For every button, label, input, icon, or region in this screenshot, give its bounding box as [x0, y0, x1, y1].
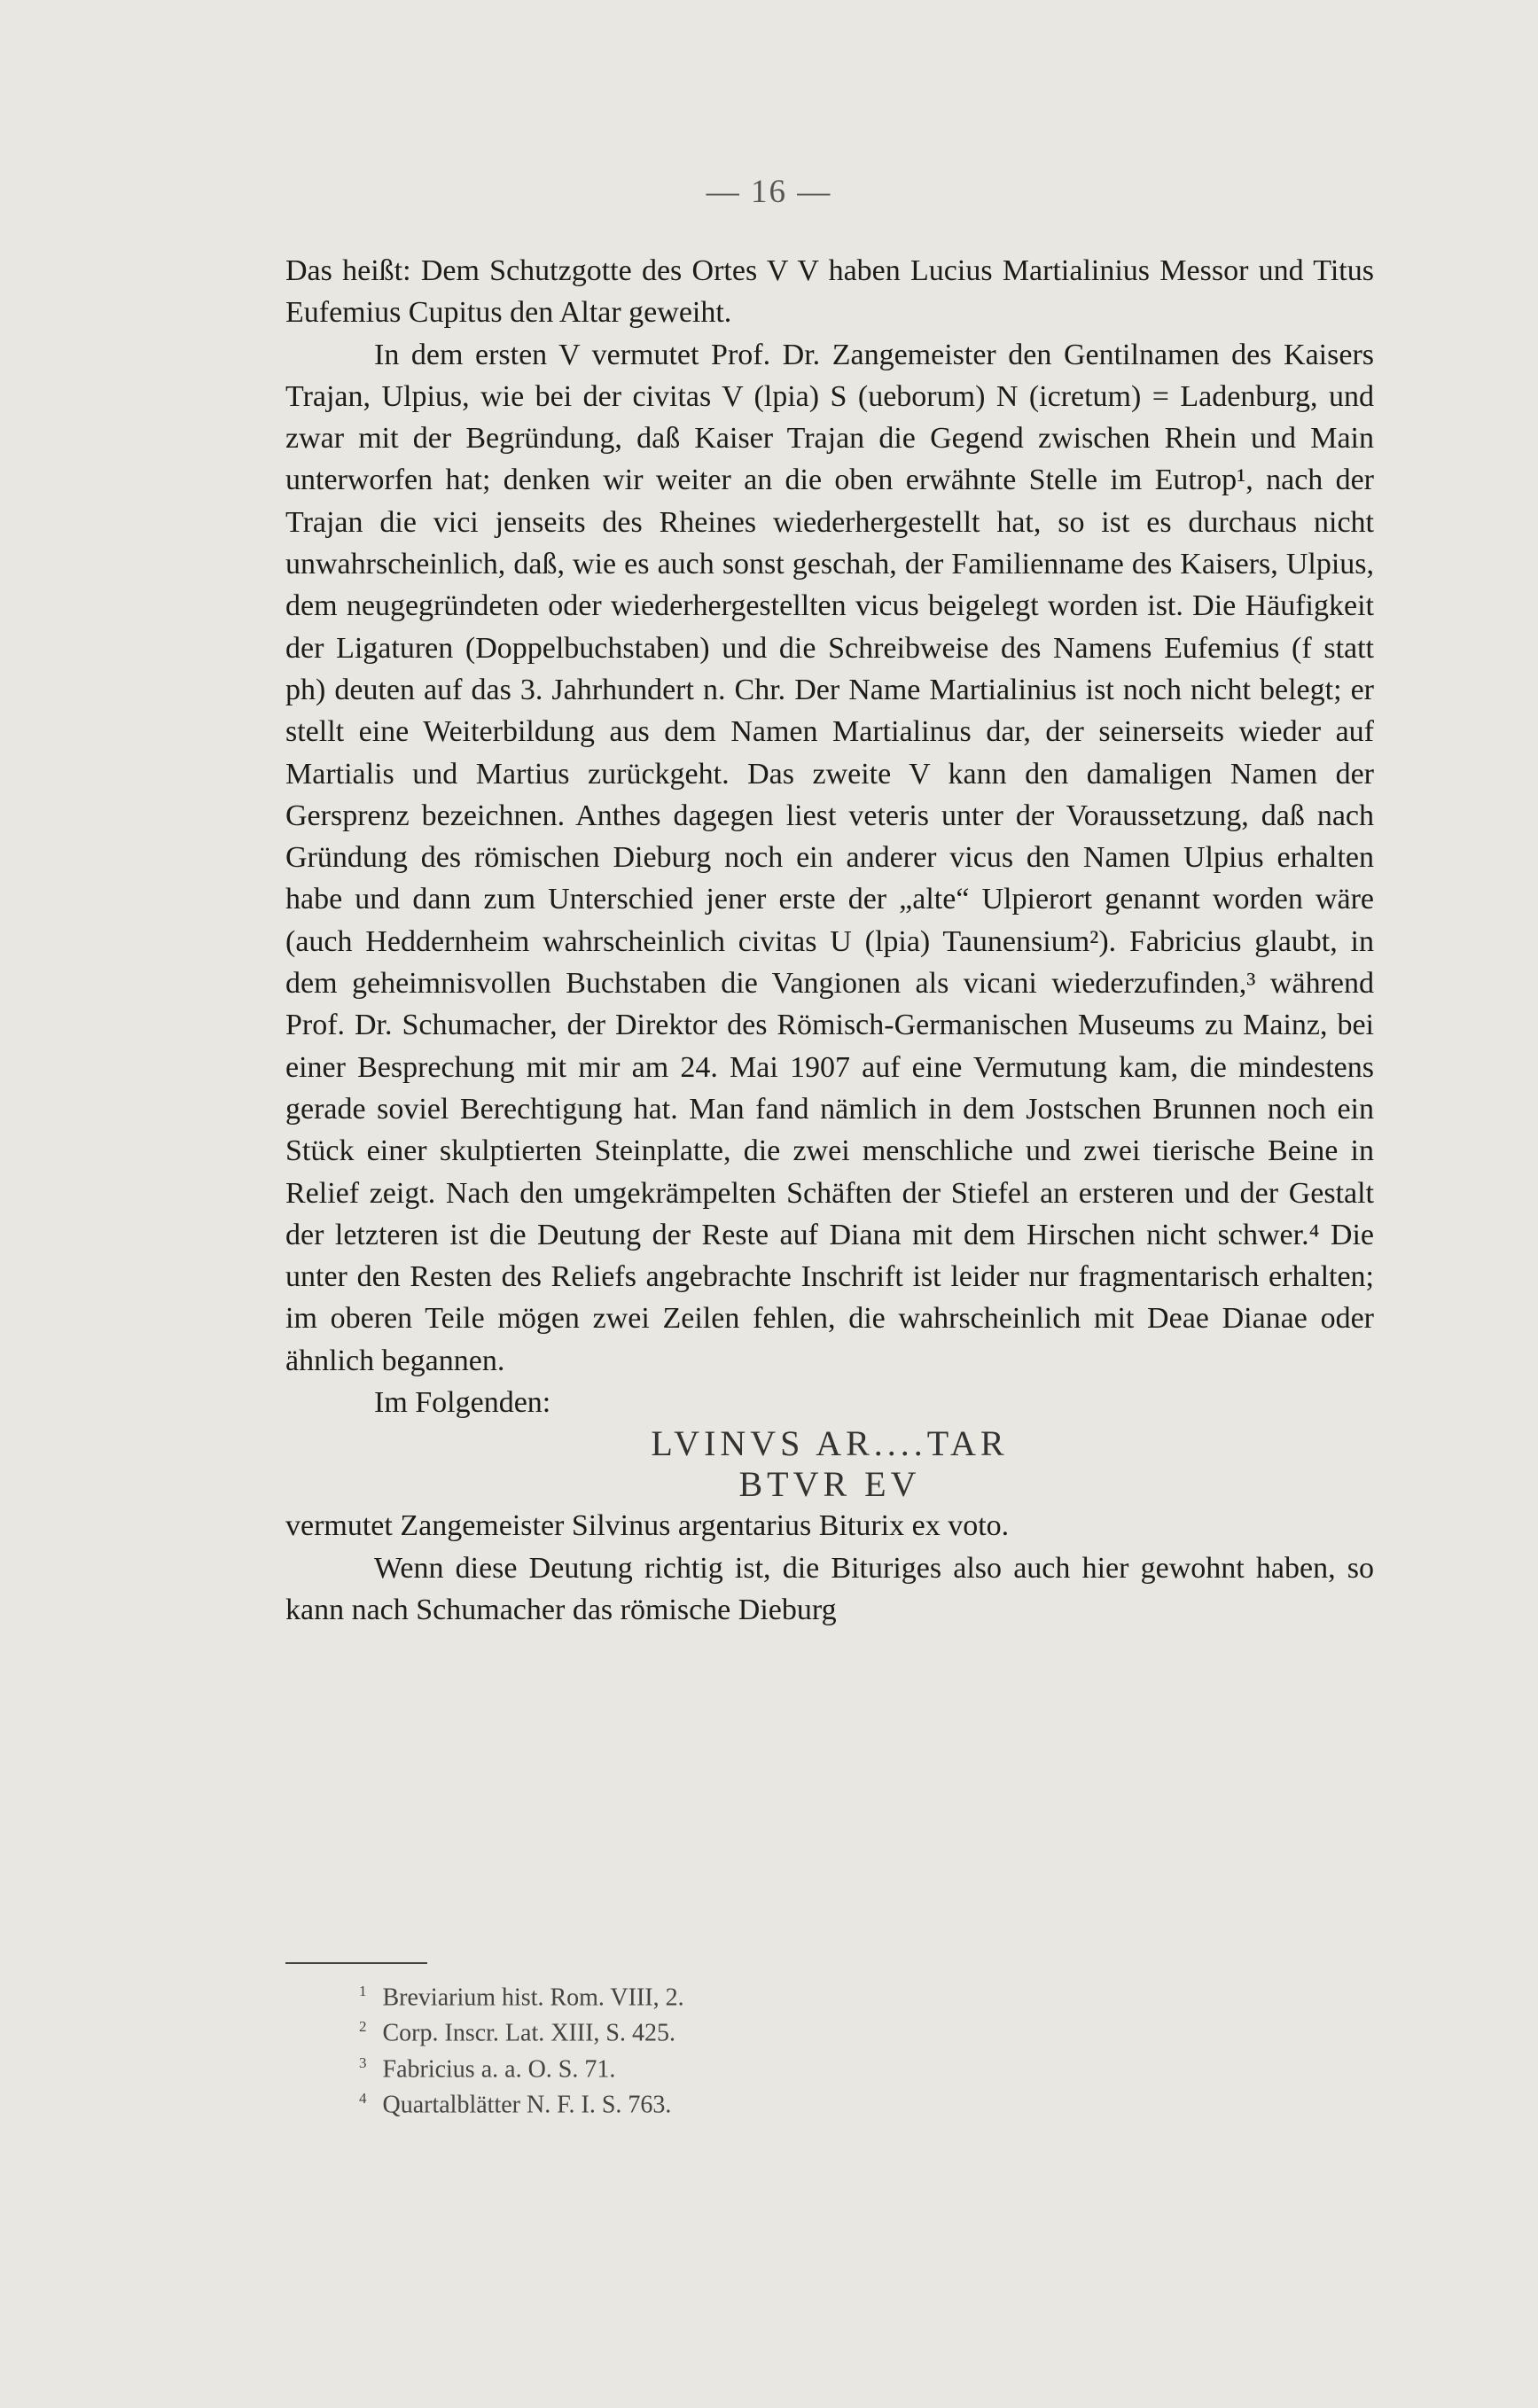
- footnote-text: Fabricius a. a. O. S. 71.: [382, 2054, 616, 2083]
- footnote-text: Quartalblätter N. F. I. S. 763.: [382, 2091, 672, 2119]
- footnote-mark: 2: [359, 2018, 367, 2036]
- inscription-line-2: BTVR EV: [738, 1464, 921, 1505]
- footnote: [359, 2084, 980, 2119]
- paragraph: Im Folgenden:: [374, 1386, 551, 1420]
- footnote-mark: 3: [359, 2053, 367, 2071]
- paragraph: Das heißt: Dem Schutzgotte des Ortes V V haben Lucius Martialinius Messor und Titus Eufemius Cupitus den Altar geweiht.: [285, 254, 1374, 330]
- page-number: — 16 —: [706, 174, 832, 210]
- footnote-mark: 4: [359, 2089, 367, 2107]
- footnote-mark: 1: [359, 1983, 367, 1999]
- main-text: [285, 250, 1374, 1631]
- paragraph: In dem ersten V vermutet Prof. Dr. Zangemeister den Gentilnamen des Kaisers Trajan, Ulpius, wie bei der civitas V (lpia) S (ueborum) N (icretum) = Ladenburg, und zwar mit der Begründung, daß Kaiser Trajan die Gegend zwischen Rhein und Main unterworfen hat; denken wir weiter an die oben erwähnte Stelle im Eutrop¹, nach der Trajan die vici jenseits des Rheines wiederhergestellt hat, so ist es durchaus nicht unwahrscheinlich, daß, wie es auch sonst geschah, der Familienname des Kaisers, Ulpius, dem neugegründeten oder wiederhergestellten vicus beigelegt worden ist. Die Häufigkeit der Ligaturen (Doppelbuchstaben) und die Schreibweise des Namens Eufemius (f statt ph) deuten auf das 3. Jahrhundert n. Chr. Der Name Martialinius ist noch nicht belegt; er stellt eine Weiterbildung aus dem Namen Martialinus dar, der seinerseits wieder auf Martialis und Martius zurückgeht. Das zweite V kann den damaligen Namen der Gersprenz bezeichnen. Anthes dagegen liest veteris unter der Voraussetzung, daß nach Gründung des römischen Dieburg noch ein anderer vicus den Namen Ulpius erhalten habe und dann zum Unterschied jener erste der „alte“ Ulpierort genannt worden wäre (auch Heddernheim wahrscheinlich civitas U (lpia) Taunensium²). Fabricius glaubt, in dem geheimnisvollen Buchstaben die Vangionen als vicani wiederzufinden,³ während Prof. Dr. Schumacher, der Direktor des Römisch-Germanischen Museums zu Mainz, bei einer Besprechung mit mir am 24. Mai 1907 auf eine Vermutung kam, die mindestens gerade soviel Berechtigung hat. Man fand nämlich in dem Jostschen Brunnen noch ein Stück einer skulptierten Steinplatte, die zwei menschliche und zwei tierische Beine in Relief zeigt. Nach den umgekrämpelten Schäften der Stiefel an ersteren und der Gestalt der letzteren ist die Deutung der Reste auf Diana mit dem Hirschen nicht schwer.⁴ Die unter den Resten des Reliefs angebrachte Inschrift ist leider nur fragmentarisch erhalten; im oberen Teile mögen zwei Zeilen fehlen, die wahrscheinlich mit Deae Dianae oder ähnlich begannen.: [285, 338, 1374, 1377]
- inscription-line-1: LVINVS AR....TAR: [651, 1423, 1009, 1464]
- footnote-text: Corp. Inscr. Lat. XIII, S. 425.: [382, 2019, 676, 2047]
- footnote-text: Breviarium hist. Rom. VIII, 2.: [382, 1983, 684, 2012]
- footnotes: [359, 1976, 980, 2119]
- footnote: [359, 1976, 980, 2012]
- footnote: [359, 2012, 980, 2047]
- footnote-divider: [285, 1962, 427, 1964]
- paragraph: vermutet Zangemeister Silvinus argentarius Biturix ex voto.: [285, 1509, 1010, 1543]
- footnote: [359, 2048, 980, 2084]
- paragraph: Wenn diese Deutung richtig ist, die Bituriges also auch hier gewohnt haben, so kann nach Schumacher das römische Dieburg: [285, 1551, 1374, 1626]
